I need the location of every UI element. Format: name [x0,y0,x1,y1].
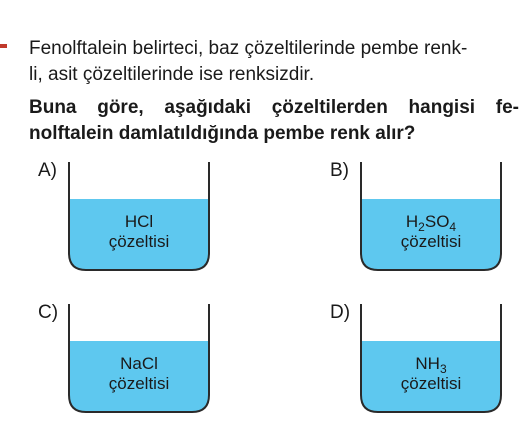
solution-word: çözeltisi [108,374,170,393]
formula-part: SO [424,212,450,231]
option-a[interactable] [38,160,288,290]
beaker-b [359,162,503,282]
formula-subscript: 4 [449,220,457,234]
stem-line: li, asit çözeltilerinde ise renksizdir. [29,64,315,85]
solution-word: çözeltisi [108,232,170,251]
formula: HCl [124,212,154,231]
formula-subscript: 2 [418,220,425,234]
question-stem [29,36,519,88]
solution-name [67,354,211,394]
question-number-marker [0,44,7,48]
beaker-c [67,304,211,424]
solution-name [359,354,503,394]
solution-word: çözeltisi [400,374,462,393]
beaker-d [359,304,503,424]
solution-name [359,212,503,252]
option-label: D) [330,302,351,323]
question-prompt [29,95,519,147]
prompt-line: Buna göre, aşağıdaki çözeltilerden hangisi fe- [29,97,519,118]
stem-line: Fenolftalein belirteci, baz çözeltilerinde pembe renk- [29,38,468,59]
solution-word: çözeltisi [400,232,462,251]
formula: NaCl [120,354,158,373]
option-c[interactable] [38,302,288,432]
option-d[interactable] [330,302,524,432]
formula [359,354,503,374]
formula-part: NH [415,354,440,373]
option-label: C) [38,302,59,323]
option-label: B) [330,160,349,181]
beaker-a [67,162,211,282]
formula-part: H [405,212,419,231]
solution-name [67,212,211,252]
option-label: A) [38,160,57,181]
prompt-line: nolftalein damlatıldığında pembe renk alır? [29,123,416,144]
formula [359,212,503,232]
formula-subscript: 3 [439,362,447,376]
option-b[interactable] [330,160,524,290]
